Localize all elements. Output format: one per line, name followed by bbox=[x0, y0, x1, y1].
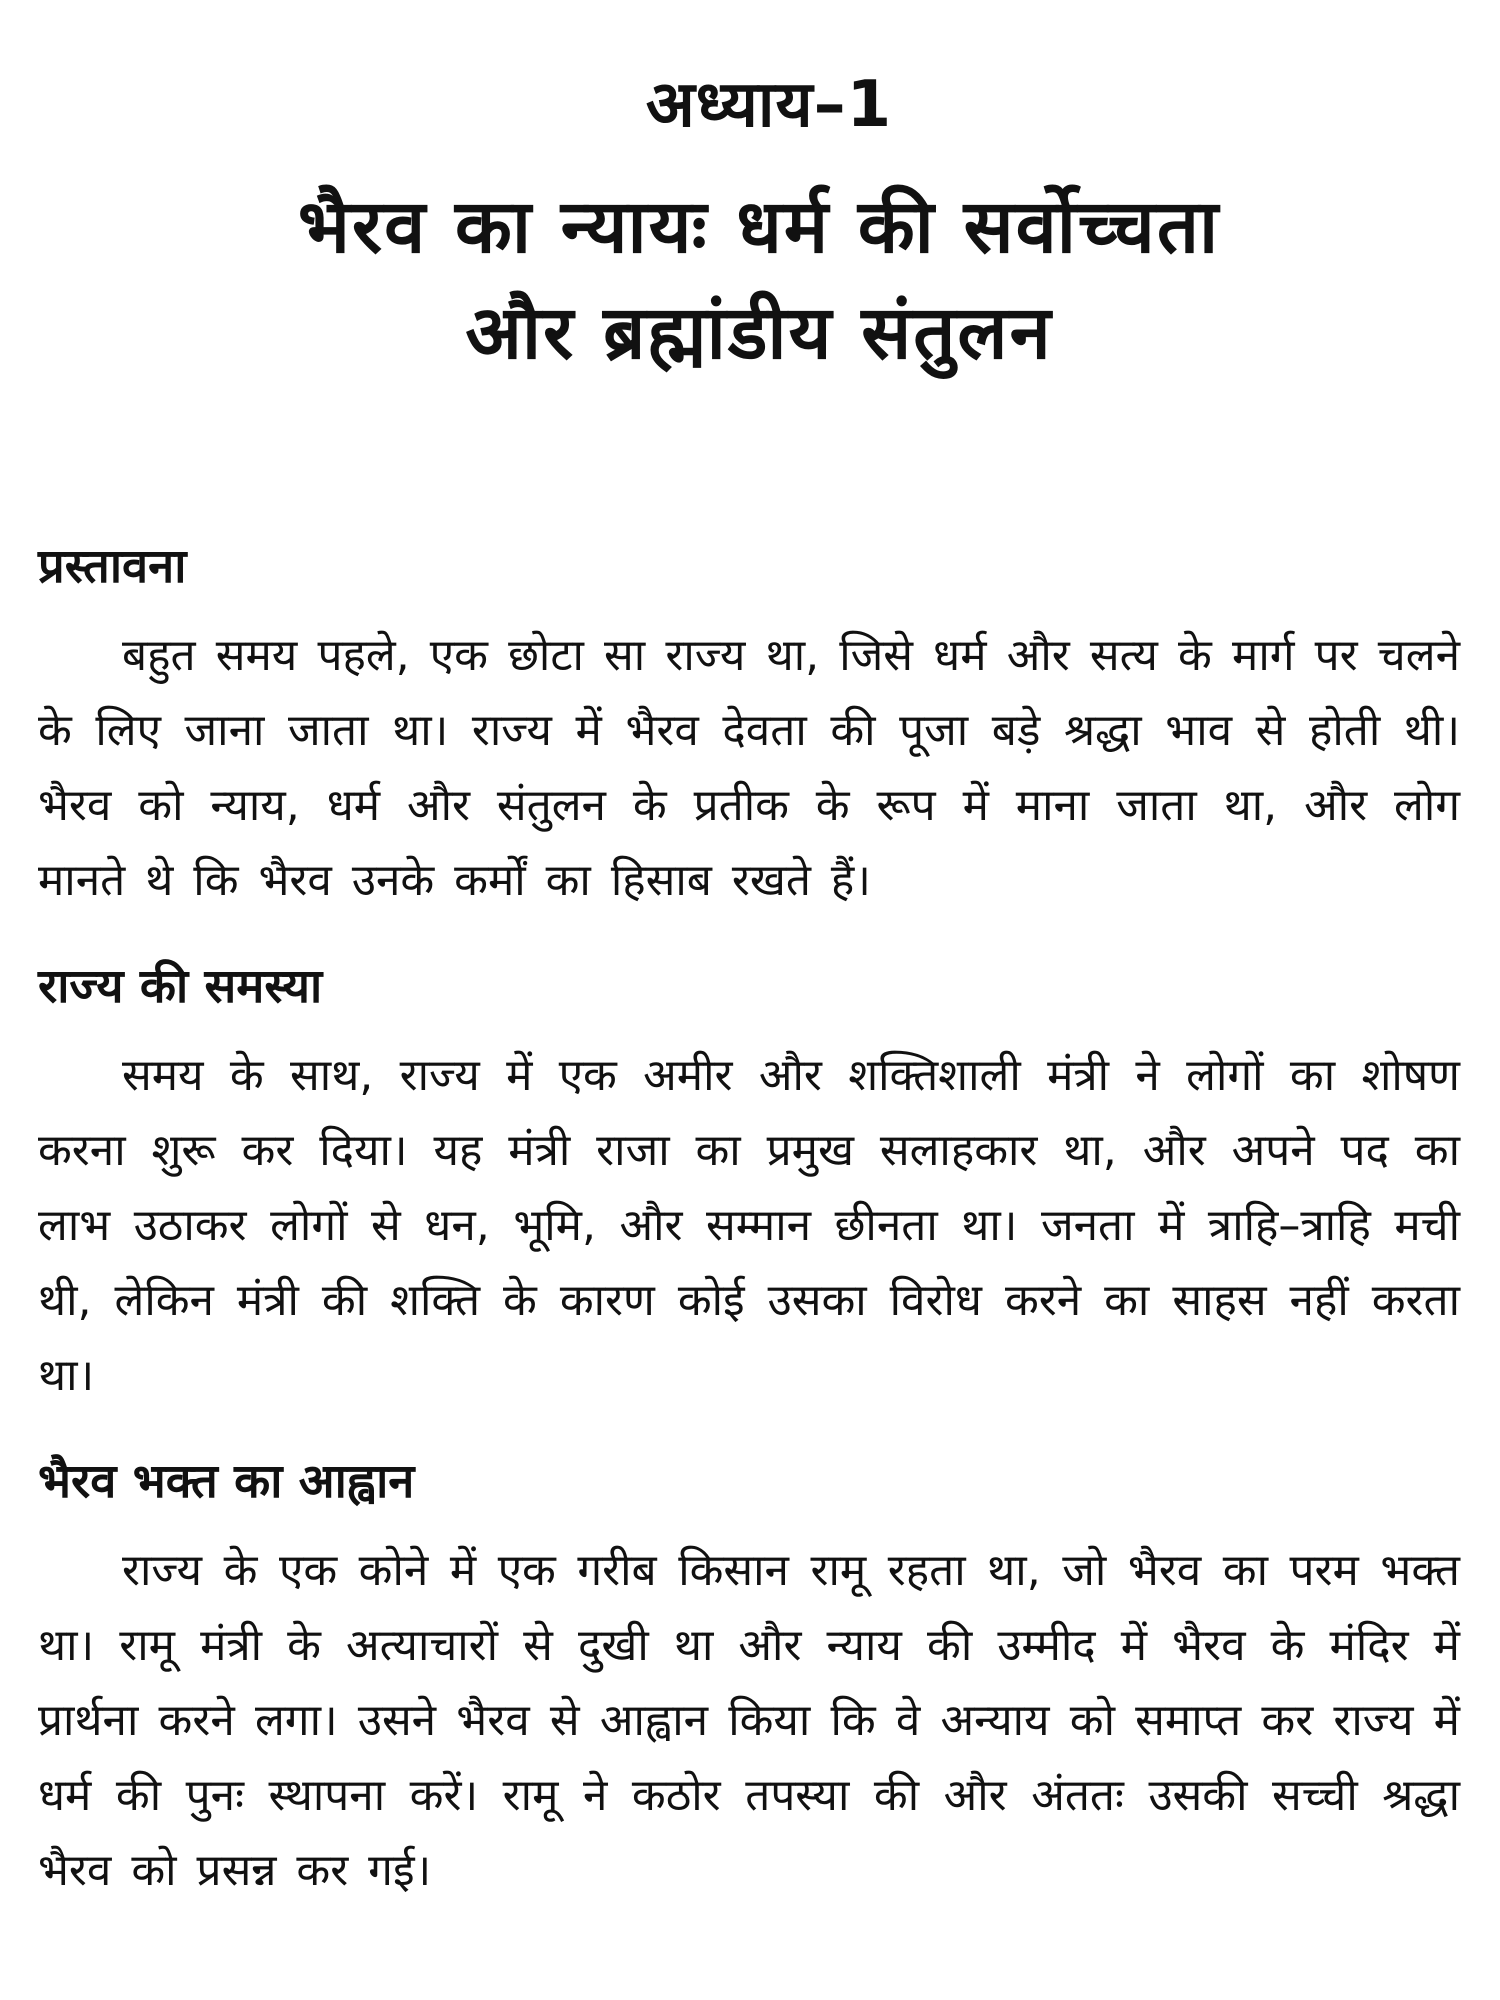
section-paragraph: समय के साथ, राज्य में एक अमीर और शक्तिशाली मंत्री ने लोगों का शोषण करना शुरू कर दिया। यह मंत्री राजा का प्रमुख सलाहकार था, और अपने पद का लाभ उठाकर लोगों से धन, भूमि, और सम्मान छीनता था। जनता में त्राहि–त्राहि मची थी, लेकिन मंत्री की शक्ति के कारण कोई उसका विरोध करने का साहस नहीं करता था। bbox=[38, 1050, 1460, 1401]
chapter-label: अध्याय–1 bbox=[645, 68, 893, 142]
section-kingdom-problem bbox=[38, 956, 1460, 1413]
chapter-title-line-2: और ब्रह्मांडीय संतुलन bbox=[465, 290, 1053, 376]
chapter-title bbox=[38, 174, 1460, 386]
section-heading: भैरव भक्त का आह्वान bbox=[38, 1454, 415, 1509]
section-paragraph: बहुत समय पहले, एक छोटा सा राज्य था, जिसे धर्म और सत्य के मार्ग पर चलने के लिए जाना जाता था। राज्य में भैरव देवता की पूजा बड़े श्रद्धा भाव से होती थी। भैरव को न्याय, धर्म और संतुलन के प्रतीक के रूप में माना जाता था, और लोग मानते थे कि भैरव उनके कर्मों का हिसाब रखते हैं। bbox=[38, 630, 1460, 906]
section-introduction bbox=[38, 536, 1460, 918]
chapter-title-line-1: भैरव का न्यायः धर्म की सर्वोच्चता bbox=[297, 184, 1221, 270]
section-heading: राज्य की समस्या bbox=[38, 959, 323, 1014]
section-devotee-invocation bbox=[38, 1451, 1460, 1908]
section-heading: प्रस्तावना bbox=[38, 539, 187, 594]
section-paragraph: राज्य के एक कोने में एक गरीब किसान रामू रहता था, जो भैरव का परम भक्त था। रामू मंत्री के अत्याचारों से दुखी था और न्याय की उम्मीद में भैरव के मंदिर में प्रार्थना करने लगा। उसने भैरव से आह्वान किया कि वे अन्याय को समाप्त कर राज्य में धर्म की पुनः स्थापना करें। रामू ने कठोर तपस्या की और अंततः उसकी सच्ची श्रद्धा भैरव को प्रसन्न कर गई। bbox=[38, 1545, 1460, 1896]
